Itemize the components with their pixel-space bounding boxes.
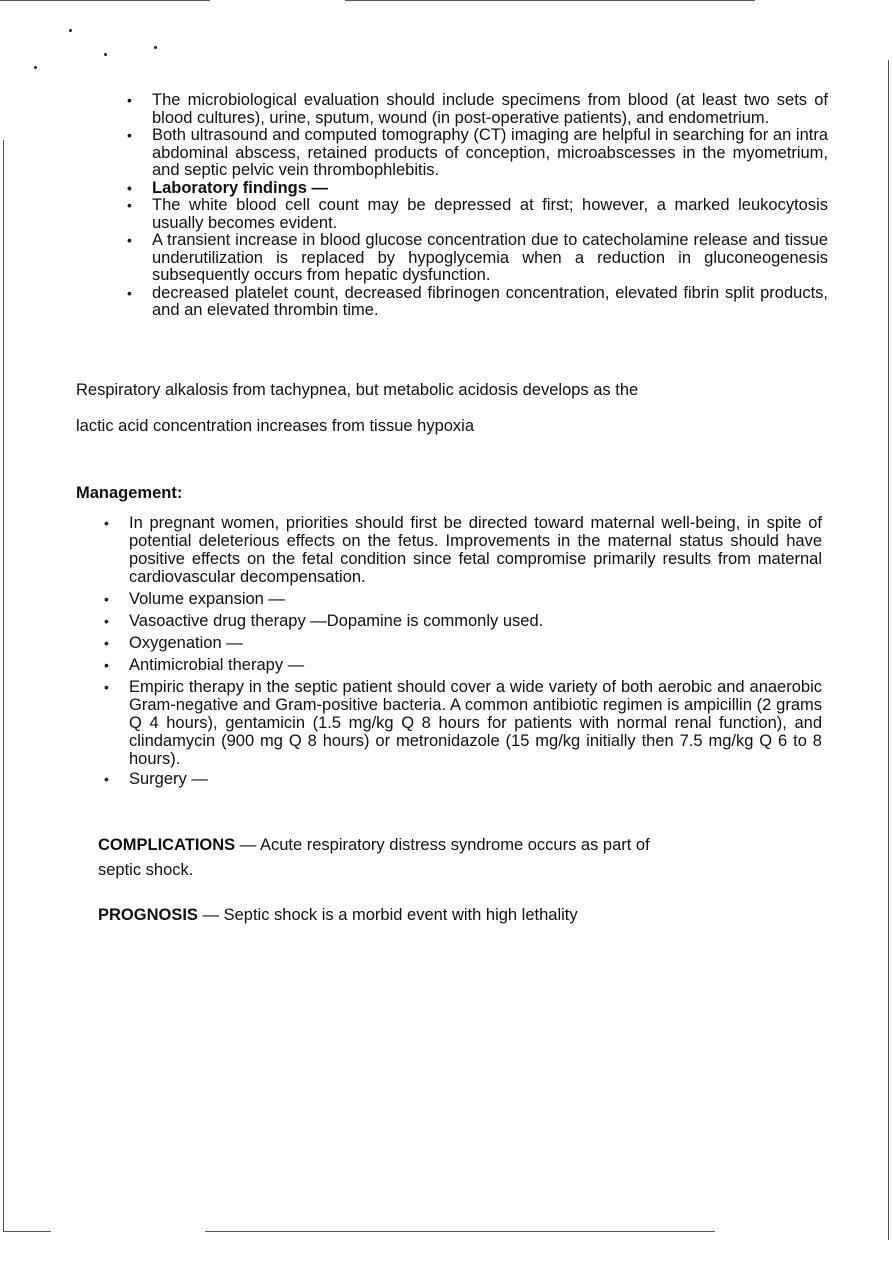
scan-speck — [104, 53, 107, 56]
management-list — [129, 514, 822, 788]
diagnostics-section — [152, 92, 828, 320]
respiratory-line-2: lactic acid concentration increases from tissue hypoxia — [76, 417, 475, 435]
list-item: • Antimicrobial therapy — — [129, 656, 822, 674]
scan-speck — [69, 29, 72, 32]
list-item: • Surgery — — [129, 770, 822, 788]
top-scan-border-right — [345, 0, 755, 1]
complications-label: COMPLICATIONS — [98, 836, 236, 854]
bottom-scan-border-left — [3, 1231, 51, 1232]
list-item: • A transient increase in blood glucose concentration due to catecholamine release and tissue underutilization is replaced by hypoglycemia when a reduction in gluconeogenesis subsequently occurs from hepatic dysfunction. — [152, 232, 828, 285]
right-scan-border — [888, 60, 889, 1240]
top-scan-border-left — [0, 0, 210, 1]
list-item: • Both ultrasound and computed tomography (CT) imaging are helpful in searching for an intra abdominal abscess, retained products of conception, microabscesses in the myometrium, and septic pelvic vein thrombophlebitis. — [152, 127, 828, 180]
management-section — [129, 514, 822, 788]
diagnostics-list — [152, 92, 828, 320]
complications-paragraph — [98, 834, 798, 856]
prognosis-paragraph — [98, 904, 818, 926]
respiratory-line-1: Respiratory alkalosis from tachypnea, but metabolic acidosis develops as the — [76, 381, 639, 399]
list-item: • In pregnant women, priorities should first be directed toward maternal well-being, in spite of potential deleterious effects on the fetus. Improvements in the maternal status should have positive effects on the fetal condition since fetal compromise primarily results from maternal cardiovascular decompensation. — [129, 514, 822, 586]
list-item: • The microbiological evaluation should include specimens from blood (at least two sets of blood cultures), urine, sputum, wound (in post-operative patients), and endometrium. — [152, 92, 828, 127]
list-item: • Volume expansion — — [129, 590, 822, 608]
complications-paragraph-cont: septic shock. — [98, 861, 194, 879]
prognosis-text: — Septic shock is a morbid event with high lethality — [197, 906, 578, 924]
list-item: • The white blood cell count may be depressed at first; however, a marked leukocytosis usually becomes evident. — [152, 197, 828, 232]
list-item: • decreased platelet count, decreased fibrinogen concentration, elevated fibrin split products, and an elevated thrombin time. — [152, 285, 828, 320]
list-item-laboratory-heading: • Laboratory findings — — [152, 180, 828, 198]
list-item: • Empiric therapy in the septic patient should cover a wide variety of both aerobic and anaerobic Gram-negative and Gram-positive bacteria. A common antibiotic regimen is ampicillin (2 grams Q 4 hours), gentamicin (1.5 mg/kg Q 8 hours for patients with normal renal function), and clindamycin (900 mg Q 8 hours) or metronidazole (15 mg/kg initially then 7.5 mg/kg Q 6 to 8 hours). — [129, 678, 822, 768]
list-item: • Oxygenation — — [129, 634, 822, 652]
scan-speck — [34, 66, 37, 69]
bottom-scan-border-right — [205, 1231, 715, 1232]
management-heading: Management: — [76, 484, 183, 502]
complications-text: — Acute respiratory distress syndrome occurs as part of — [235, 836, 650, 854]
prognosis-label: PROGNOSIS — [98, 906, 198, 924]
left-scan-border — [3, 140, 4, 1232]
list-item: • Vasoactive drug therapy —Dopamine is commonly used. — [129, 612, 822, 630]
scan-speck — [154, 46, 157, 49]
